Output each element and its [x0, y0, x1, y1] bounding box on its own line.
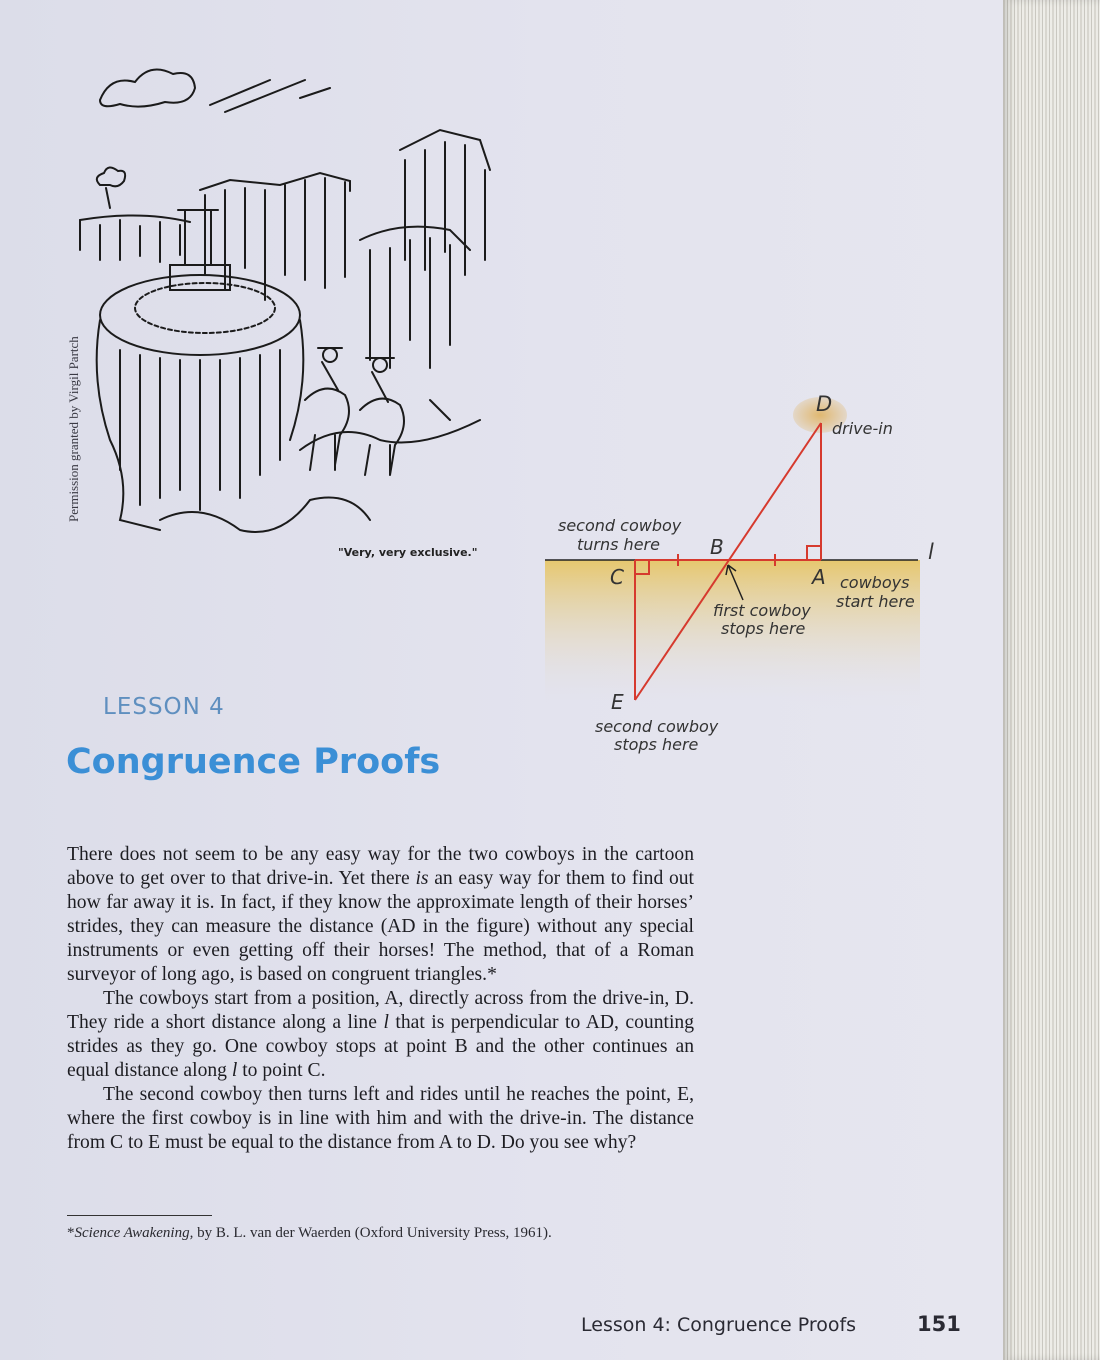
footnote: *Science Awakening, by B. L. van der Waerden (Oxford University Press, 1961).: [67, 1225, 552, 1241]
running-footer: Lesson 4: Congruence Proofs: [581, 1314, 857, 1336]
paragraph-1: There does not seem to be any easy way for the two cowboys in the cartoon above to get over to that drive-in. Yet there is an easy way for them to find out how far away it is. In fact, if they know the approximate length of their horses’ strides, they can measure the distance (AD in the figure) without any special instruments or even getting off their horses! The method, that of a Roman surveyor of long ago, is based on congruent triangles.*: [67, 844, 694, 985]
lesson-label: LESSON 4: [103, 694, 225, 720]
cartoon-caption: "Very, very exclusive.": [338, 546, 478, 559]
body-text: [67, 843, 694, 1155]
label-cowboys-start-2: start here: [836, 592, 915, 611]
footnote-rule: [67, 1215, 212, 1216]
label-second-stops-1: second cowboy: [595, 717, 719, 736]
right-angle-A: [807, 546, 821, 560]
paragraph-2: The cowboys start from a position, A, directly across from the drive-in, D. They ride a short distance along a line l that is perpendicular to AD, counting strides as they go. One cowboy stops at point B and the other continues an equal distance along l to point C.: [67, 988, 694, 1081]
cartoon-illustration: [60, 50, 520, 570]
label-first-stops-2: stops here: [721, 619, 806, 638]
label-D: D: [816, 392, 833, 416]
label-cowboys-start-1: cowboys: [840, 573, 910, 592]
lesson-title: Congruence Proofs: [66, 742, 441, 782]
label-second-turns-2: turns here: [577, 535, 660, 554]
cartoon-credit: Permission granted by Virgil Partch: [66, 336, 81, 522]
label-first-stops-1: first cowboy: [713, 601, 811, 620]
label-E: E: [611, 690, 624, 714]
book-page-edges: [1003, 0, 1100, 1360]
page-number: 151: [917, 1312, 961, 1336]
label-A: A: [812, 565, 826, 589]
paragraph-3: The second cowboy then turns left and rides until he reaches the point, E, where the first cowboy is in line with him and with the drive-in. The distance from C to E must be equal to the distance from A to D. Do you see why?: [67, 1084, 694, 1153]
label-B: B: [710, 535, 724, 559]
label-second-stops-2: stops here: [614, 735, 699, 754]
label-second-turns-1: second cowboy: [558, 516, 682, 535]
label-l: l: [928, 540, 934, 564]
label-C: C: [610, 565, 624, 589]
label-drive-in: drive-in: [832, 419, 893, 438]
geometry-diagram: [540, 385, 960, 765]
